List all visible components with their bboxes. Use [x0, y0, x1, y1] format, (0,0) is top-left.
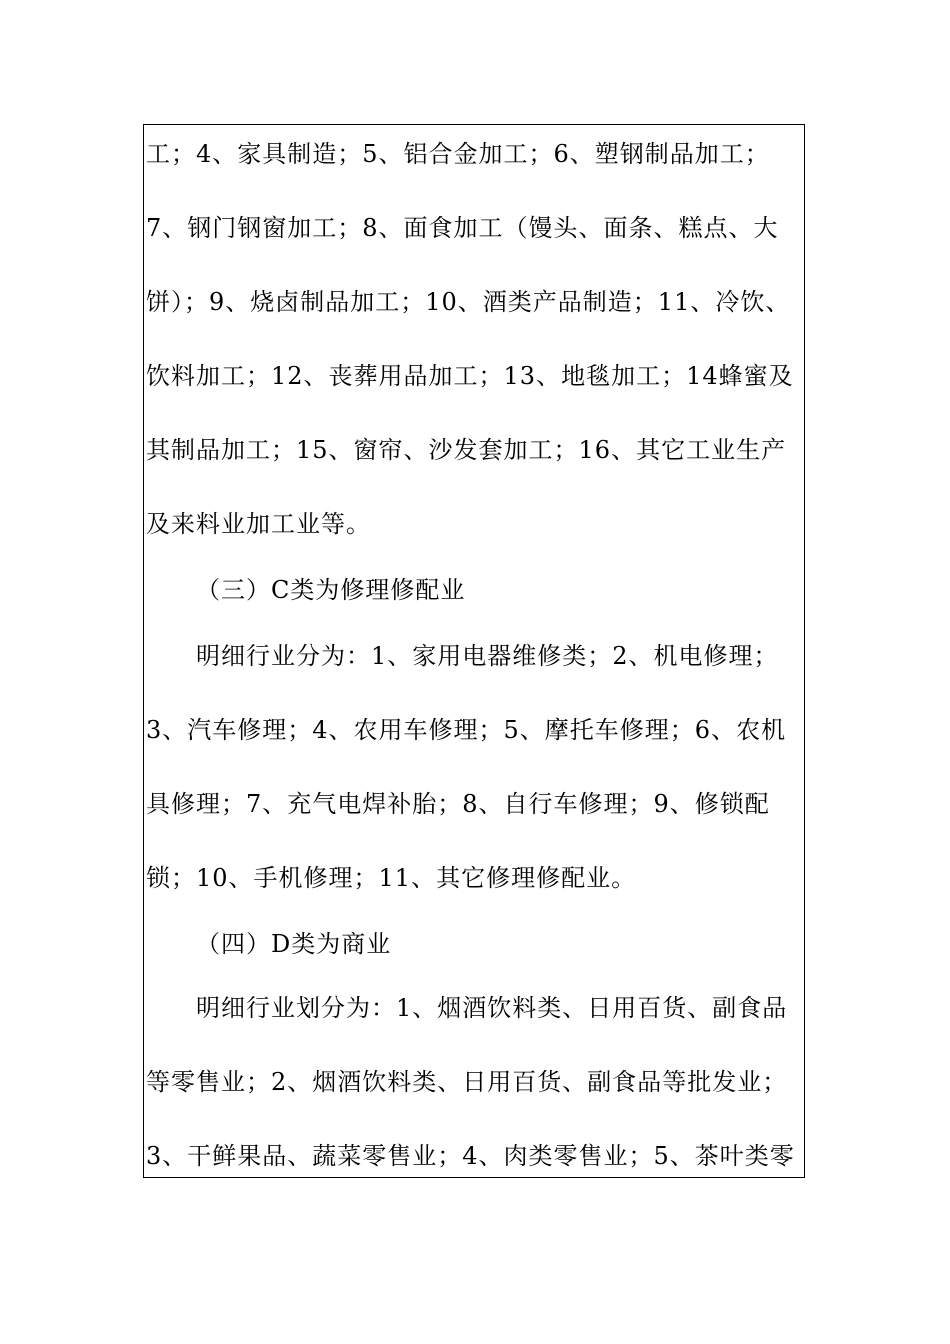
text-line-10: 具修理；7、充气电焊补胎；8、自行车修理；9、修锁配 [146, 790, 770, 818]
text-line-2: 7、钢门钢窗加工；8、面食加工（馒头、面条、糕点、大 [146, 214, 779, 242]
document-frame [143, 124, 805, 1178]
text-line-13: 明细行业划分为：1、烟酒饮料类、日用百货、副食品 [196, 994, 788, 1022]
section-heading-c: （三）C类为修理修配业 [196, 576, 466, 604]
text-line-1: 工；4、家具制造；5、铝合金加工；6、塑钢制品加工； [146, 140, 770, 168]
text-line-11: 锁；10、手机修理；11、其它修理修配业。 [146, 864, 637, 892]
text-line-5: 其制品加工；15、窗帘、沙发套加工；16、其它工业生产 [146, 436, 787, 464]
text-line-14: 等零售业；2、烟酒饮料类、日用百货、副食品等批发业； [146, 1068, 788, 1096]
text-line-3: 饼）；9、烧卤制品加工；10、酒类产品制造；11、冷饮、 [146, 288, 791, 316]
text-line-4: 饮料加工；12、丧葬用品加工；13、地毯加工；14蜂蜜及 [146, 362, 794, 390]
text-line-9: 3、汽车修理；4、农用车修理；5、摩托车修理；6、农机 [146, 716, 787, 744]
text-line-6: 及来料业加工业等。 [146, 510, 371, 538]
section-heading-d: （四）D类为商业 [196, 930, 392, 958]
text-line-15: 3、干鲜果品、蔬菜零售业；4、肉类零售业；5、茶叶类零 [146, 1142, 795, 1170]
text-line-8: 明细行业分为：1、家用电器维修类；2、机电修理； [196, 642, 779, 670]
